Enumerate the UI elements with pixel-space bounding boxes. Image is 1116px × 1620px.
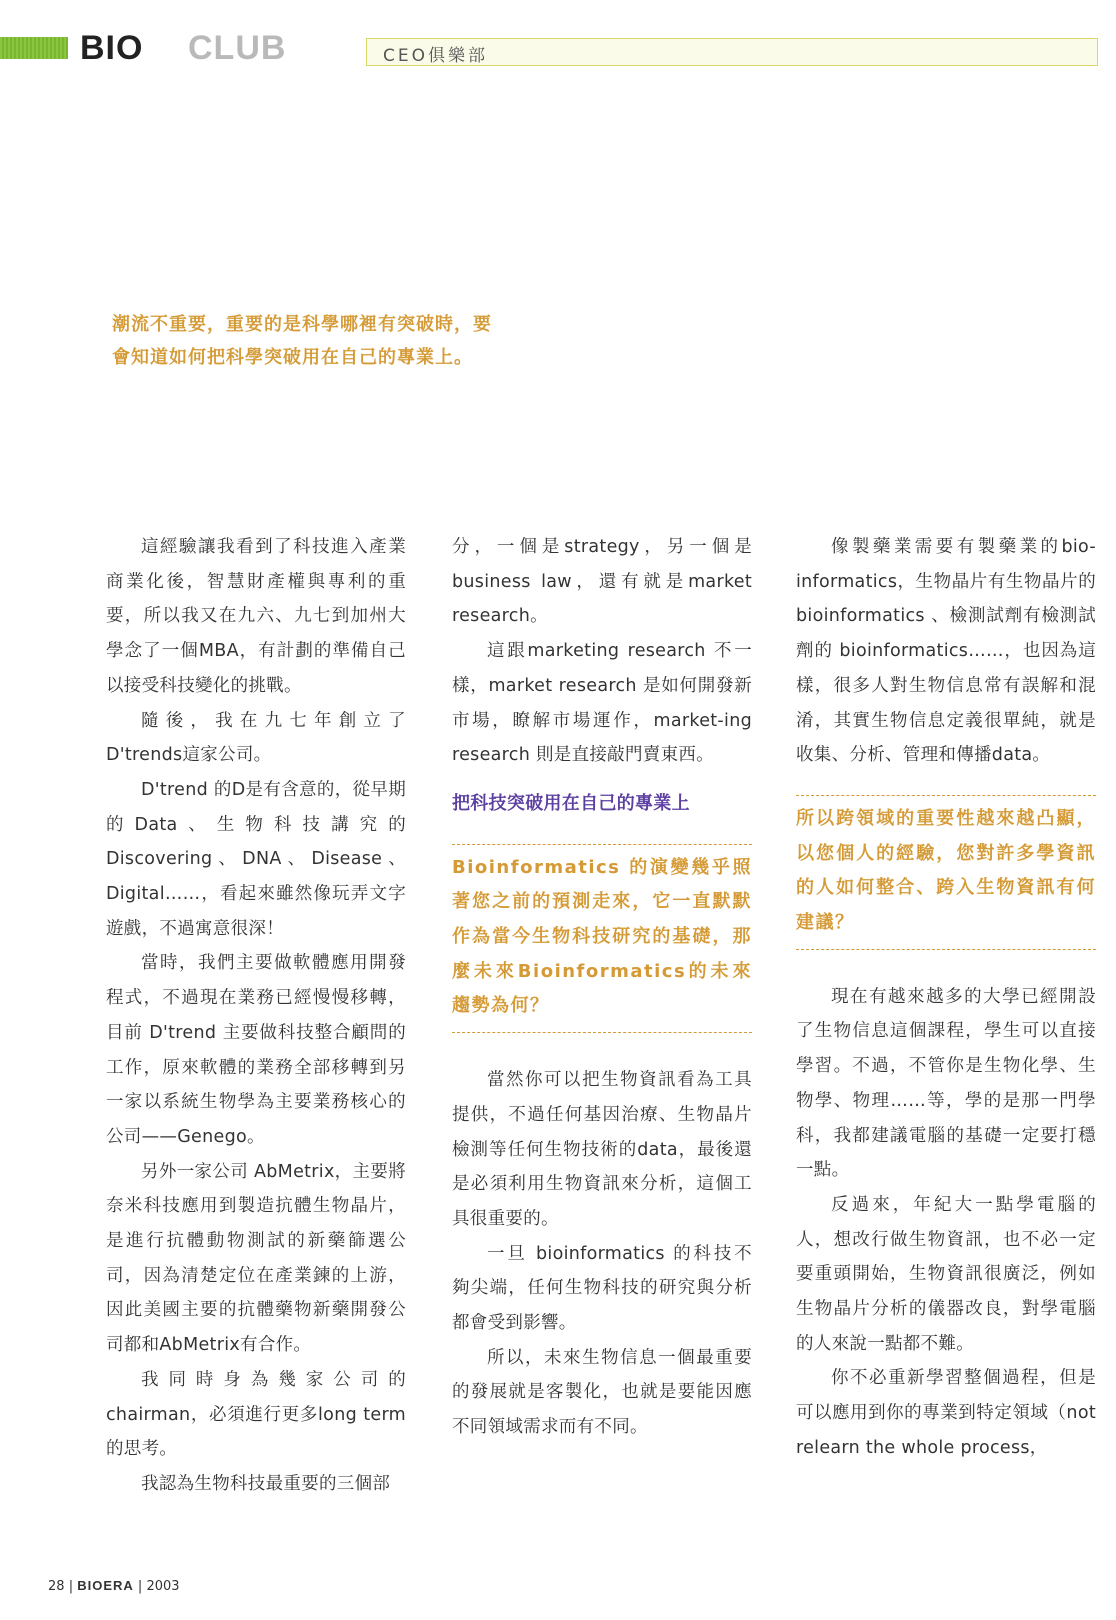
paragraph: 這經驗讓我看到了科技進入產業商業化後，智慧財產權與專利的重要，所以我又在九六、九七到加州大學念了一個MBA，有計劃的準備自己以接受科技變化的挑戰。 bbox=[106, 537, 406, 696]
paragraph: 我認為生物科技最重要的三個部 bbox=[141, 1473, 391, 1494]
paragraph: 你不必重新學習整個過程，但是可以應用到你的專業到特定領域（not relearn the whole process， bbox=[796, 1368, 1096, 1458]
pull-quote-line-1: 潮流不重要，重要的是科學哪裡有突破時，要 bbox=[112, 314, 492, 335]
paragraph: 一旦 bioinformatics 的科技不夠尖端，任何生物科技的研究與分析都會受到影響。 bbox=[452, 1243, 752, 1334]
interview-question-box bbox=[452, 844, 752, 1034]
paragraph: 當然你可以把生物資訊看為工具提供，不過任何基因治療、生物晶片檢測等任何生物技術的data，最後還是必須利用生物資訊來分析，這個工具很重要的。 bbox=[452, 1070, 752, 1229]
header-bio-wordmark: BIO bbox=[80, 29, 144, 67]
article-column-2 bbox=[452, 530, 752, 1445]
footer-brand: BIOERA bbox=[77, 1578, 134, 1593]
interview-question-box bbox=[796, 795, 1096, 950]
paragraph: 這跟marketing research 不一樣，market research 是如何開發新市場，瞭解市場運作，market-ing research 則是直接敲門賣東西。 bbox=[452, 641, 752, 766]
page-number: 28 bbox=[48, 1579, 65, 1594]
article-column-1 bbox=[106, 530, 406, 1502]
paragraph: 隨後，我在九七年創立了D'trends這家公司。 bbox=[106, 710, 406, 766]
paragraph: 另外一家公司 AbMetrix，主要將奈米科技應用到製造抗體生物晶片，是進行抗體動物測試的新藥篩選公司，因為清楚定位在產業鍊的上游，因此美國主要的抗體藥物新藥開發公司都和AbMetrix有合作。 bbox=[106, 1161, 406, 1356]
pull-quote-line-2: 會知道如何把科學突破用在自己的專業上。 bbox=[112, 347, 473, 368]
interview-question: 所以跨領域的重要性越來越凸顯，以您個人的經驗，您對許多學資訊的人如何整合、跨入生物資訊有何建議？ bbox=[796, 807, 1096, 934]
header-section-label: CEO俱樂部 bbox=[383, 46, 488, 66]
header-club-wordmark: CLUB bbox=[188, 29, 287, 67]
pull-quote bbox=[112, 308, 532, 374]
paragraph: D'trend 的D是有含意的，從早期的Data、生物科技講究的Discovering、DNA、Disease、Digital……，看起來雖然像玩弄文字遊戲，不過寓意很深！ bbox=[106, 779, 406, 939]
section-subheading: 把科技突破用在自己的專業上 bbox=[452, 792, 690, 814]
paragraph: 分，一個是strategy，另一個是business law，還有就是market research。 bbox=[452, 537, 752, 627]
article-column-3 bbox=[796, 530, 1096, 1466]
interview-question: Bioinformatics 的演變幾乎照著您之前的預測走來，它一直默默作為當今生物科技研究的基礎，那麼未來Bioinformatics的未來趨勢為何？ bbox=[452, 856, 752, 1017]
header-section-box bbox=[366, 38, 1098, 66]
page-footer: 28 | BIOERA | 2003 bbox=[48, 1578, 180, 1594]
footer-year: 2003 bbox=[146, 1579, 180, 1594]
paragraph: 現在有越來越多的大學已經開設了生物信息這個課程，學生可以直接學習。不過，不管你是生物化學、生物學、物理……等，學的是那一門學科，我都建議電腦的基礎一定要打穩一點。 bbox=[796, 986, 1096, 1181]
header-green-bar bbox=[0, 37, 68, 59]
paragraph: 所以，未來生物信息一個最重要的發展就是客製化，也就是要能因應不同領域需求而有不同。 bbox=[452, 1347, 752, 1438]
paragraph: 當時，我們主要做軟體應用開發程式，不過現在業務已經慢慢移轉，目前 D'trend 主要做科技整合顧問的工作，原來軟體的業務全部移轉到另一家以系統生物學為主要業務核心的公司——Genego。 bbox=[106, 953, 406, 1147]
paragraph: 像製藥業需要有製藥業的bio-informatics，生物晶片有生物晶片的 bioinformatics 、檢測試劑有檢測試劑的 bioinformatics……，也因為這樣，很多人對生物信息常有誤解和混淆，其實生物信息定義很單純，就是收集、分析、管理和傳播data。 bbox=[796, 537, 1096, 766]
paragraph: 反過來，年紀大一點學電腦的人，想改行做生物資訊，也不必一定要重頭開始，生物資訊很廣泛，例如生物晶片分析的儀器改良，對學電腦的人來說一點都不難。 bbox=[796, 1194, 1096, 1354]
paragraph: 我同時身為幾家公司的chairman，必須進行更多long term的思考。 bbox=[106, 1369, 406, 1460]
